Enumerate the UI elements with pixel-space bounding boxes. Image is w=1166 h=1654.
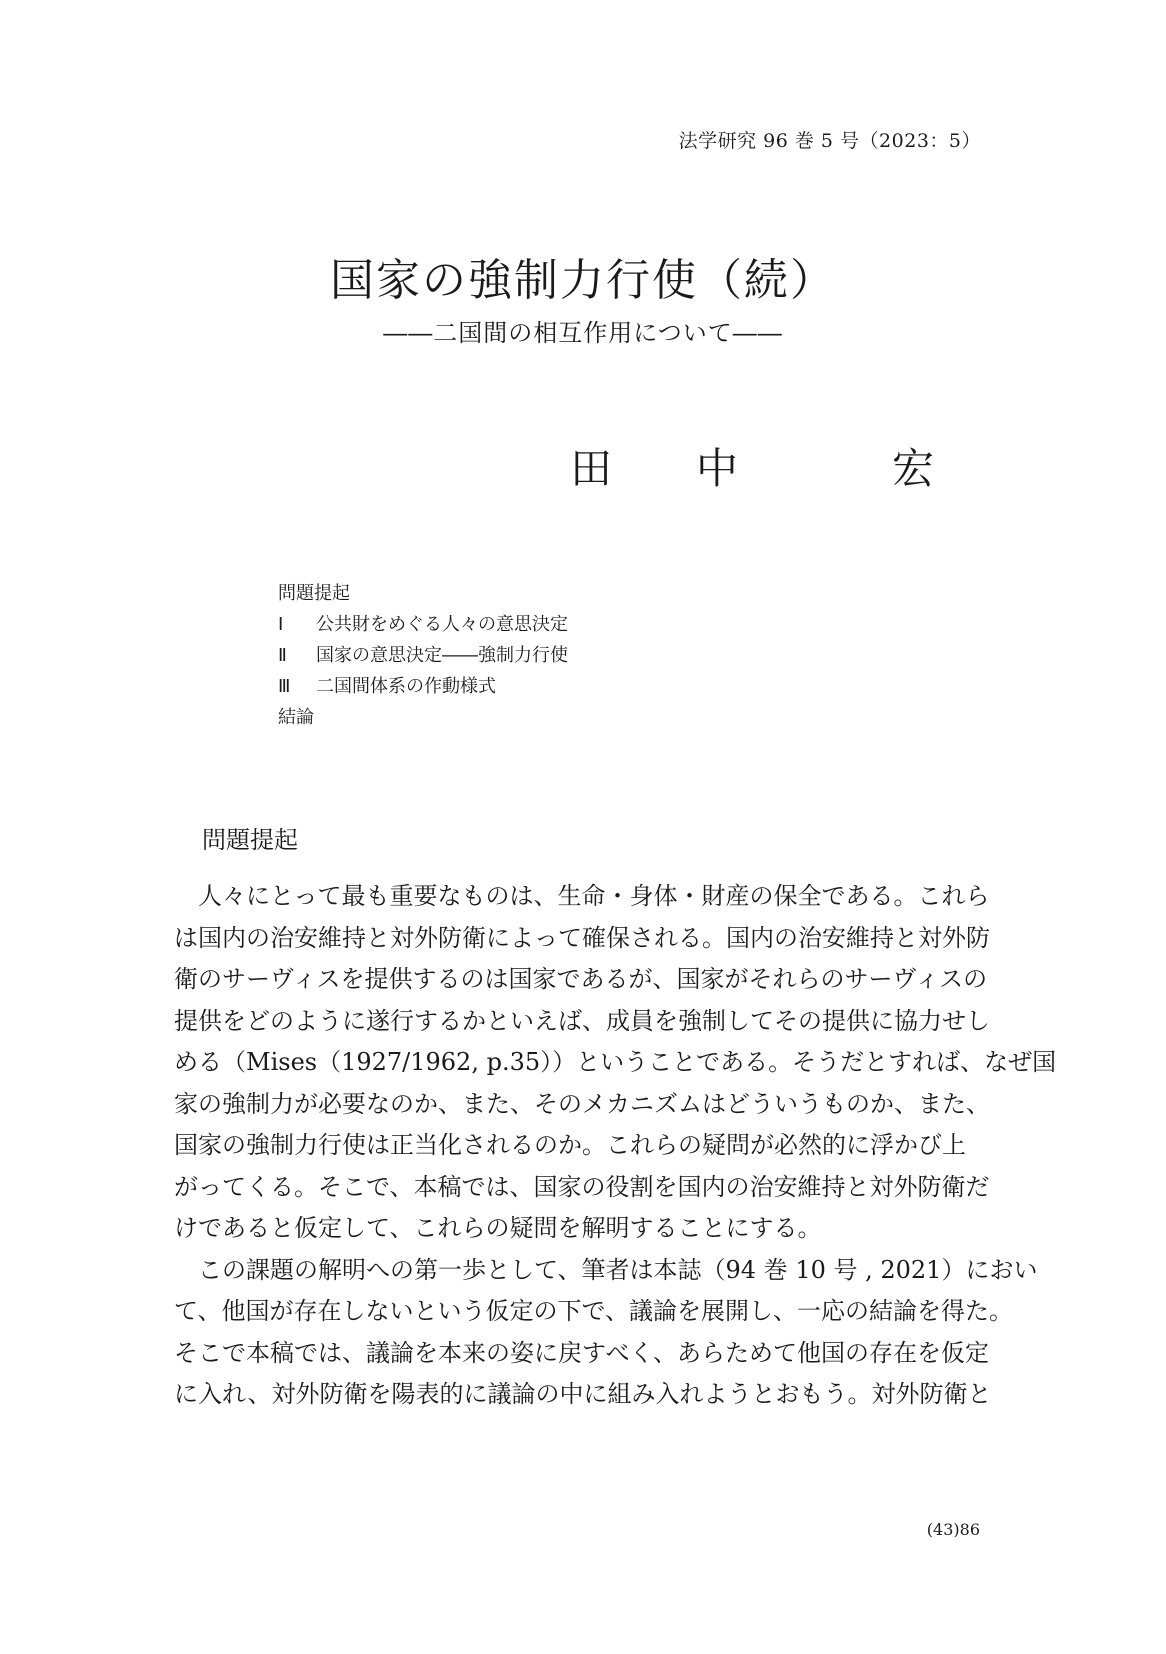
table-of-contents (278, 578, 568, 733)
body-line: この課題の解明への第一歩として、筆者は本誌（94 巻 10 号 , 2021）におい (174, 1255, 1038, 1284)
author-name-char: 田 (570, 444, 613, 493)
body-line: 提供をどのように遂行するかといえば、成員を強制してその提供に協力せし (174, 1006, 990, 1035)
section-heading: 問題提起 (202, 826, 298, 854)
body-line: て、他国が存在しないという仮定の下で、議論を展開し、一応の結論を得た。 (174, 1297, 1014, 1325)
page-number: (43)86 (926, 1520, 980, 1539)
body-line: に入れ、対外防衛を陽表的に議論の中に組み入れようとおもう。対外防衛と (174, 1380, 992, 1408)
body-line: 人々にとって最も重要なものは、生命・身体・財産の保全である。これら (174, 882, 990, 910)
body-line: そこで本稿では、議論を本来の姿に戻すべく、あらためて他国の存在を仮定 (174, 1338, 990, 1367)
body-line: は国内の治安維持と対外防衛によって確保される。国内の治安維持と対外防 (174, 923, 990, 952)
toc-item-label: 公共財をめぐる人々の意思決定 (316, 614, 568, 635)
journal-header: 法学研究 96 巻 5 号（2023：5） (678, 130, 981, 152)
body-line: 家の強制力が必要なのか、また、そのメカニズムはどういうものか、また、 (174, 1089, 990, 1118)
article-title: 国家の強制力行使（続） (330, 255, 836, 306)
toc-item-number: Ⅱ (278, 645, 287, 666)
author-name-char: 中 (696, 444, 739, 493)
toc-item-label: 問題提起 (278, 583, 350, 604)
body-line: 国家の強制力行使は正当化されるのか。これらの疑問が必然的に浮かび上 (174, 1131, 966, 1159)
toc-item-number: Ⅰ (278, 614, 284, 635)
body-line: 衛のサーヴィスを提供するのは国家であるが、国家がそれらのサーヴィスの (174, 965, 988, 993)
author-name (570, 436, 970, 493)
toc-item (278, 578, 568, 609)
toc-item (278, 609, 568, 640)
toc-item (278, 640, 568, 671)
toc-item-label: 結論 (278, 707, 314, 728)
article-subtitle: ――二国間の相互作用について―― (383, 319, 783, 347)
body-line: がってくる。そこで、本稿では、国家の役割を国内の治安維持と対外防衛だ (174, 1172, 990, 1201)
body-line: けであると仮定して、これらの疑問を解明することにする。 (174, 1214, 822, 1242)
toc-item-label: 二国間体系の作動様式 (316, 676, 496, 697)
body-paragraphs (174, 876, 1057, 1416)
author-name-char: 宏 (892, 444, 935, 493)
toc-item (278, 702, 568, 733)
body-line: める（Mises（1927/1962, p.35））ということである。そうだとすれば、なぜ国 (174, 1048, 1057, 1076)
toc-item-number: Ⅲ (278, 676, 291, 697)
toc-item (278, 671, 568, 702)
toc-item-label: 国家の意思決定――強制力行使 (316, 645, 568, 666)
